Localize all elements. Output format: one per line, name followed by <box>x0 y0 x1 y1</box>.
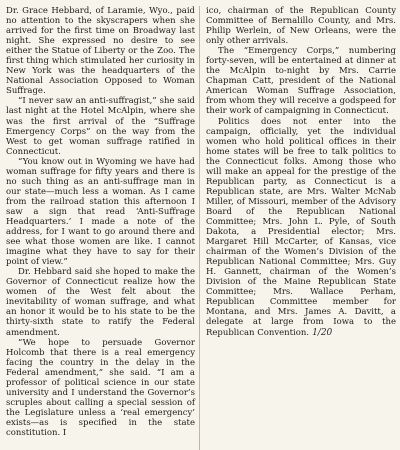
paragraph: ico, chairman of the Republican County Committee of Bernalillo County, and Mrs. Philip Werlein, of New Orleans, were the only other arrivals. <box>206 6 396 47</box>
paragraph <box>206 117 396 338</box>
paragraph: Dr. Hebbard said she hoped to make the Governor of Connecticut realize how the women of the West felt about the inevitability of woman suffrage, and what an honor it would be to his state to be the thirty-sixth state to ratify the Federal amendment. <box>6 267 195 338</box>
paragraph: The “Emergency Corps,” numbering forty-seven, will be entertained at dinner at the McAlpin to-night by Mrs. Carrie Chapman Catt, president of the National American Woman Suffrage Association, from whom they will receive a godspeed for their work of campaigning in Connecticut. <box>206 46 396 117</box>
paragraph: Dr. Grace Hebbard, of Laramie, Wyo., paid no attention to the skyscrapers when she arrived for the first time on Broadway last night. She expressed no desire to see either the Statue of Liberty or the Zoo. The first thing which stimulated her curiosity in New York was the headquarters of the National Association Opposed to Woman Suffrage. <box>6 6 195 97</box>
left-column <box>6 6 200 450</box>
paragraph: “I never saw an anti-suffragist,” she said last night at the Hotel McAlpin, where she was the first arrival of the “Suffrage Emergency Corps” on the way from the West to get woman suffrage ratified in Connecticut. <box>6 96 195 157</box>
paragraph: “You know out in Wyoming we have had woman suffrage for fifty years and there is no such thing as an anti-suffrage man in our state—much less a woman. As I came from the railroad station this afternoon I saw a sign that read ‘Anti-Suffrage Headquarters.’ I made a note of the address, for I want to go around there and see what those women are like. I cannot imagine what they have to say for their point of view.” <box>6 156 195 268</box>
handwritten-note: 1/20 <box>312 327 333 338</box>
right-column <box>200 6 396 450</box>
paragraph-text: Politics does not enter into the campaign, officially, yet the individual women who hold political offices in their home states will be free to talk politics to the Connecticut folks. Among those who will make an appeal for the prestige of the Republican party, as Connecticut is a Republican state, are Mrs. Walter McNab Miller, of Missouri, member of the Advisory Board of the Republican National Committee; Mrs. John L. Pyle, of South Dakota, a Presidential elector; Mrs. Margaret Hill McCarter, of Kansas, vice chairman of the Women’s Division of the Republican National Committee; Mrs. Guy H. Gannett, chairman of the Women’s Division of the Maine Republican State Committee; Mrs. Wallace Perham, Republican Committee member for Montana, and Mrs. James A. Davitt, a delegate at large from Iowa to the Republican Convention. <box>206 116 396 338</box>
paragraph: “We hope to persuade Governor Holcomb that there is a real emergency facing the country in the delay in the Federal amendment,” she said. “I am a professor of political science in our state university and I understand the Governor’s scruples about calling a special session of the Legislature unless a ‘real emergency’ exists—as is specified in the state constitution. I <box>6 337 195 438</box>
